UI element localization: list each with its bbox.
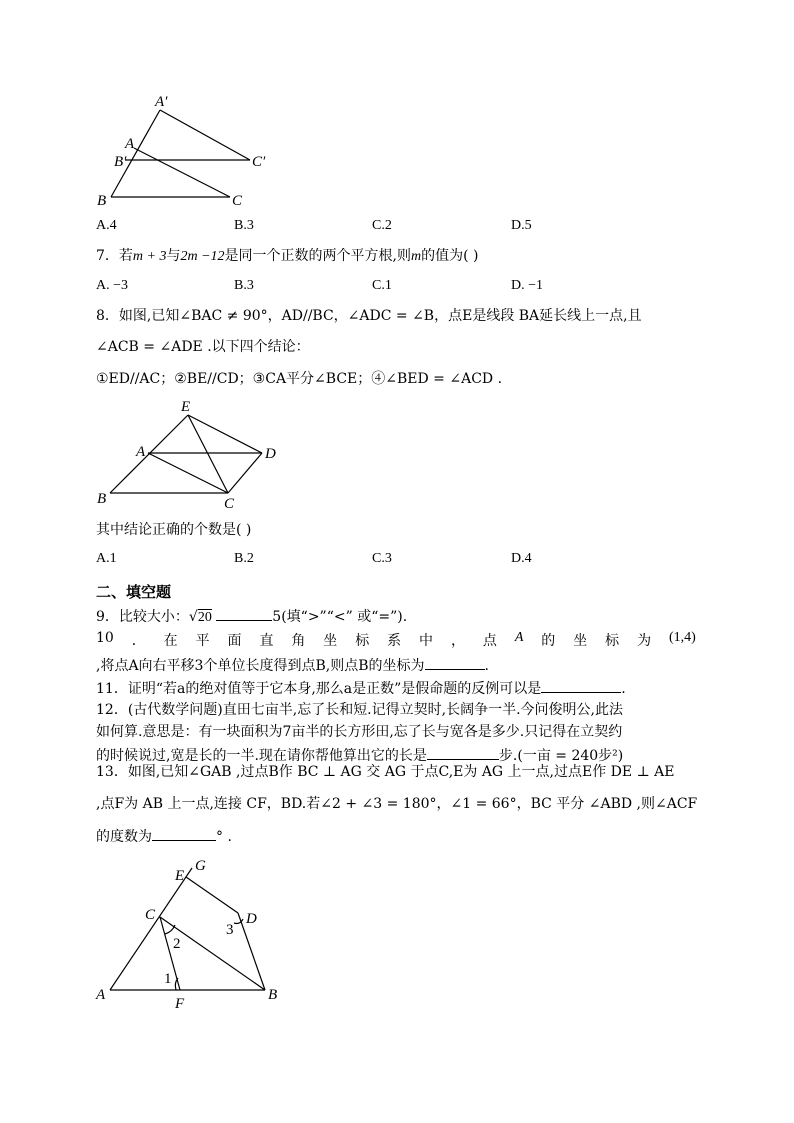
label-C: C: [145, 907, 156, 923]
q6-option-b: B.3: [234, 218, 254, 233]
question-12-line2: 如何算.意思是：有一块面积为7亩半的长方形田,忘了长与宽各是多少.只记得在立契约: [96, 724, 623, 740]
sqrt-symbol: √: [188, 609, 198, 625]
question-8-line2: ∠ACB = ∠ADE .以下四个结论：: [96, 339, 310, 355]
question-7: 7．若m + 3与2m −12是同一个正数的两个平方根,则m的值为( ): [96, 248, 479, 264]
label-B: B: [97, 491, 107, 507]
label-A: A: [96, 987, 106, 1003]
label-A: A: [136, 444, 146, 460]
question-13-line1: 13．如图,已知∠GAB ,过点B作 BC ⊥ AG 交 AG 于点C,E为 AG 上一点,过点E作 DE ⊥ AE: [96, 764, 675, 780]
question-8-line1: 8．如图,已知∠BAC ≠ 90°，AD//BC，∠ADC = ∠B，点E是线段 BA延长线上一点,且: [96, 308, 642, 324]
label-3: 3: [226, 922, 234, 938]
question-12-line3: 的时候说过,宽是长的一半.现在请你帮他算出它的长是 步.(一亩 = 240步²): [96, 745, 623, 765]
q7-option-c: C.1: [372, 278, 392, 293]
question-10-line1: 10 ． 在 平 面 直 角 坐 标 系 中 ， 点 A 的 坐 标 为 (1,4): [96, 630, 696, 649]
segment-CB: [160, 917, 265, 990]
segment-ED: [186, 877, 238, 913]
label-E: E: [175, 868, 185, 884]
label-1: 1: [164, 971, 172, 987]
q8-option-a: A.1: [96, 551, 117, 566]
question-8-prompt: 其中结论正确的个数是( ): [96, 522, 252, 538]
question-13-line3: 的度数为 ° .: [96, 826, 232, 846]
label-D: D: [246, 911, 257, 927]
label-D: D: [265, 446, 276, 462]
question-13-line2: ,点F为 AB 上一点,连接 CF，BD.若∠2 + ∠3 = 180°，∠1 = 66°，BC 平分 ∠ABD ,则∠ACF: [96, 796, 698, 812]
q6-option-a: A.4: [96, 218, 117, 233]
question-12-line1: 12．(古代数学问题)直田七亩半,忘了长和短.记得立契时,长阔争一半.今问俊明公,此法: [96, 702, 623, 718]
question-10-line2: ,将点A向右平移3个单位长度得到点B,则点B的坐标为 .: [96, 655, 489, 675]
segment-AG: [110, 868, 192, 990]
sqrt-radicand: 20: [197, 610, 212, 625]
q7-option-d: D. −1: [511, 278, 544, 293]
label-B: B: [268, 987, 278, 1003]
section-title-fill-in: 二、填空题: [96, 583, 172, 601]
q6-option-d: D.5: [511, 218, 532, 233]
label-C: C: [232, 193, 243, 209]
q7-option-b: B.3: [234, 278, 254, 293]
label-C: C: [224, 496, 235, 512]
label-2: 2: [173, 936, 181, 952]
question-8-line3: ①ED//AC；②BE//CD；③CA平分∠BCE；④∠BED = ∠ACD .: [96, 371, 503, 387]
label-E: E: [181, 399, 191, 415]
q8-option-c: C.3: [372, 551, 392, 566]
q8-option-b: B.2: [234, 551, 254, 566]
q8-option-d: D.4: [511, 551, 532, 566]
question-11: 11．证明“若a的绝对值等于它本身,那么a是正数”是假命题的反例可以是 .: [96, 678, 626, 698]
label-A: A: [125, 136, 135, 152]
label-Bprime: B′: [114, 154, 127, 170]
label-F: F: [175, 996, 185, 1012]
q6-option-c: C.2: [372, 218, 392, 233]
label-B: B: [97, 193, 107, 209]
question-9: 9．比较大小：√20 5(填“>”“<” 或“=”).: [96, 606, 407, 627]
q7-option-a: A. −3: [96, 278, 129, 293]
label-Aprime: A′: [155, 94, 168, 110]
label-G: G: [195, 858, 206, 874]
label-Cprime: C′: [252, 154, 266, 170]
